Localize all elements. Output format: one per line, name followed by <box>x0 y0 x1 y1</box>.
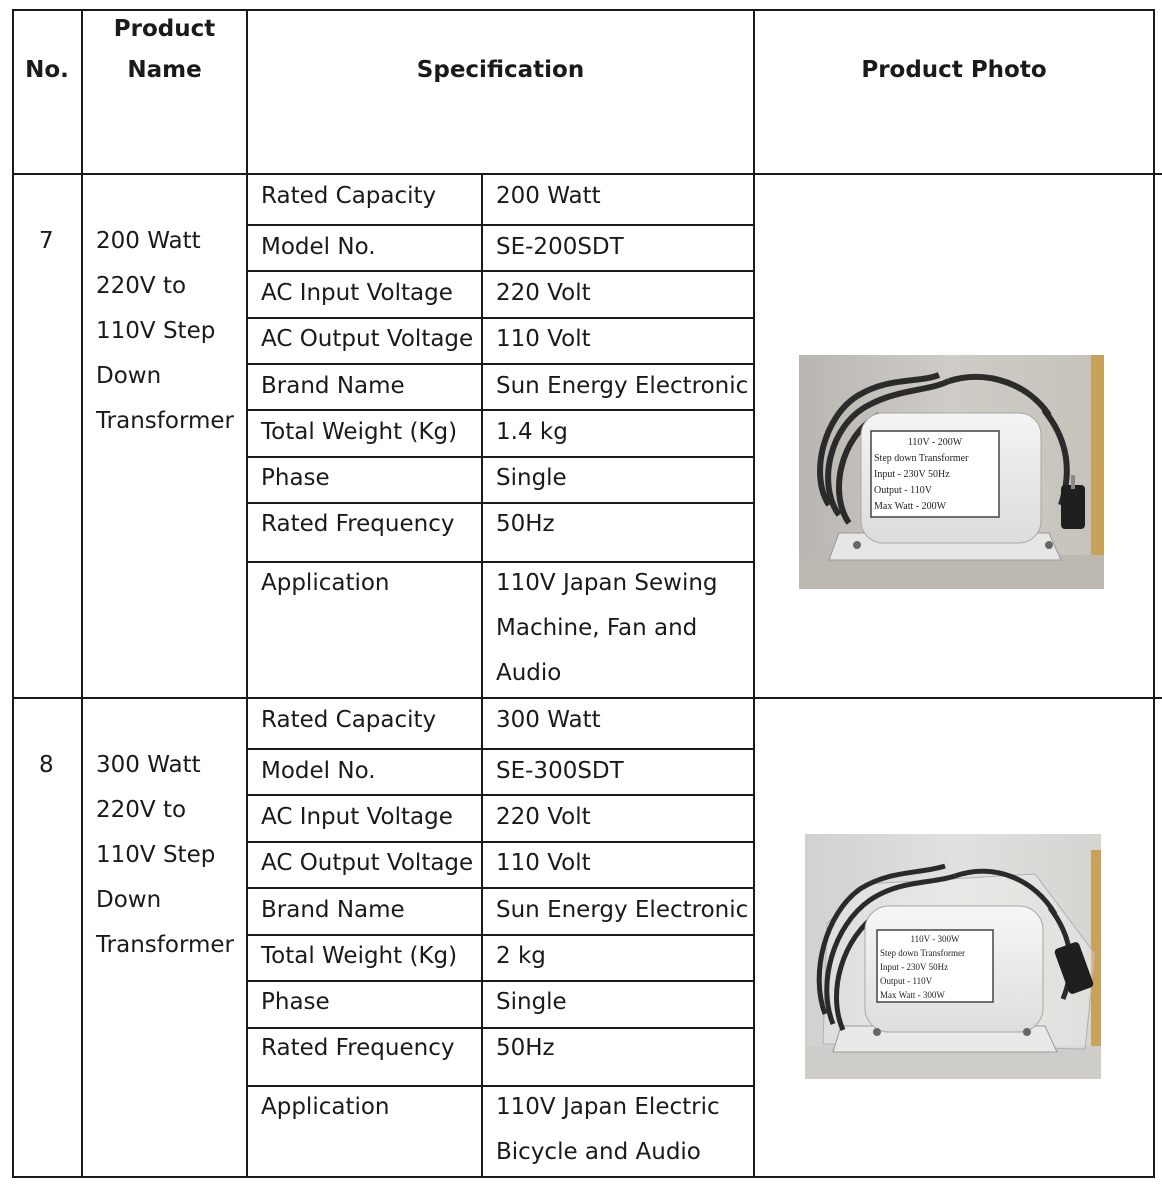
spec-value: Single <box>496 465 567 491</box>
spec-divider <box>247 317 754 319</box>
spec-label: AC Output Voltage <box>261 850 474 876</box>
table-border-bottom <box>12 1176 1154 1178</box>
photo-label-line: Max Watt - 200W <box>874 501 947 512</box>
spec-value: 300 Watt <box>496 707 601 733</box>
spec-value: 1.4 kg <box>496 419 568 445</box>
spec-value: Sun Energy Electronic <box>496 897 749 923</box>
photo-label-line: Step down Transformer <box>880 948 965 958</box>
spec-label: Model No. <box>261 758 376 784</box>
spec-value: SE-200SDT <box>496 234 624 260</box>
spec-divider <box>247 748 754 750</box>
spec-value-line: 110V Japan Electric <box>496 1094 720 1120</box>
spec-value: SE-300SDT <box>496 758 624 784</box>
header-product-photo: Product Photo <box>861 57 1047 83</box>
product-name-line: 200 Watt <box>96 228 201 254</box>
spec-divider <box>247 887 754 889</box>
header-product-name-line2: Name <box>127 57 202 83</box>
table-border-left <box>12 9 14 1178</box>
col-divider-spec <box>481 173 483 1178</box>
spec-label: Total Weight (Kg) <box>261 419 458 445</box>
product-name-line: Down <box>96 887 162 913</box>
spec-label: AC Output Voltage <box>261 326 474 352</box>
product-name-line: Transformer <box>96 408 235 434</box>
product-name-line: 110V Step <box>96 842 216 868</box>
product-name-line: 220V to <box>96 273 187 299</box>
spec-divider <box>247 456 754 458</box>
photo-label-line: Output - 110V <box>874 485 932 496</box>
spec-divider <box>247 270 754 272</box>
spec-label: Total Weight (Kg) <box>261 943 458 969</box>
product-name-line: 220V to <box>96 797 187 823</box>
spec-value: Sun Energy Electronic <box>496 373 749 399</box>
spec-value-line: 110V Japan Sewing <box>496 570 718 596</box>
spec-divider <box>247 409 754 411</box>
spec-divider <box>247 224 754 226</box>
photo-label-line: Output - 110V <box>880 976 933 986</box>
spec-divider <box>247 561 754 563</box>
spec-label: Model No. <box>261 234 376 260</box>
spec-value: 50Hz <box>496 1035 555 1061</box>
product-name-line: 300 Watt <box>96 752 201 778</box>
spec-value: 200 Watt <box>496 183 601 209</box>
header-product-name-line1: Product <box>113 16 216 42</box>
spec-value: 220 Volt <box>496 280 591 306</box>
spec-label: Application <box>261 1094 390 1120</box>
spec-value: 220 Volt <box>496 804 591 830</box>
table-border-top <box>12 9 1154 11</box>
product-number: 7 <box>39 228 54 254</box>
photo-label-line: Input - 230V 50Hz <box>874 469 950 480</box>
spec-value: 110 Volt <box>496 326 591 352</box>
product-photo <box>805 834 1101 1079</box>
spec-value-line: Machine, Fan and <box>496 615 698 641</box>
spec-label: Brand Name <box>261 897 405 923</box>
photo-label-line: Max Watt - 300W <box>880 990 945 1000</box>
photo-label-line: 110V - 300W <box>910 934 960 944</box>
spec-divider <box>247 502 754 504</box>
product-name-line: 110V Step <box>96 318 216 344</box>
spec-label: AC Input Voltage <box>261 280 453 306</box>
spec-label: Rated Frequency <box>261 511 455 537</box>
spec-value: 50Hz <box>496 511 555 537</box>
spec-divider <box>247 841 754 843</box>
transformer-image <box>799 355 1104 589</box>
spec-value-line: Bicycle and Audio <box>496 1139 701 1165</box>
spec-label: Phase <box>261 465 330 491</box>
product-name-line: Transformer <box>96 932 235 958</box>
photo-label-line: 110V - 200W <box>907 437 963 448</box>
spec-value: 110 Volt <box>496 850 591 876</box>
row-divider <box>12 697 1162 699</box>
spec-label: Brand Name <box>261 373 405 399</box>
photo-label-line: Step down Transformer <box>874 453 969 464</box>
product-name-line: Down <box>96 363 162 389</box>
spec-divider <box>247 934 754 936</box>
photo-label-line: Input - 230V 50Hz <box>880 962 949 972</box>
spec-label: Application <box>261 570 390 596</box>
transformer-image <box>805 834 1101 1079</box>
spec-value: 2 kg <box>496 943 546 969</box>
spec-divider <box>247 1085 754 1087</box>
col-divider-photo <box>753 9 755 1178</box>
col-divider-name <box>246 9 248 1178</box>
spec-label: AC Input Voltage <box>261 804 453 830</box>
header-divider <box>12 173 1162 175</box>
product-photo <box>799 355 1104 589</box>
spec-divider <box>247 363 754 365</box>
header-specification: Specification <box>416 57 585 83</box>
spec-divider <box>247 794 754 796</box>
table-border-right <box>1153 9 1155 1178</box>
spec-divider <box>247 980 754 982</box>
header-no: No. <box>25 57 69 83</box>
spec-label: Rated Capacity <box>261 183 437 209</box>
spec-label: Rated Frequency <box>261 1035 455 1061</box>
product-number: 8 <box>39 752 54 778</box>
spec-label: Rated Capacity <box>261 707 437 733</box>
spec-label: Phase <box>261 989 330 1015</box>
spec-value: Single <box>496 989 567 1015</box>
spec-value-line: Audio <box>496 660 562 686</box>
col-divider-no <box>81 9 83 1178</box>
spec-divider <box>247 1027 754 1029</box>
